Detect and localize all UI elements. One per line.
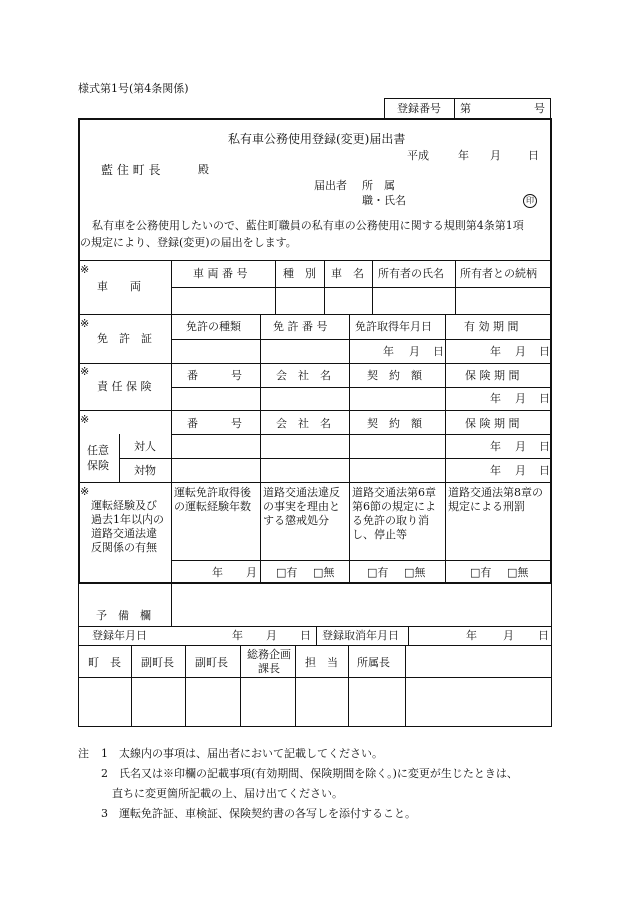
registration-number-label: 登録番号 bbox=[397, 102, 441, 115]
voluntary-insurance-label: 任意 bbox=[87, 444, 109, 457]
license-label: 免 許 証 bbox=[97, 332, 152, 345]
cancel-date-label: 登録取消年月日 bbox=[322, 629, 399, 642]
registration-date-label: 登録年月日 bbox=[92, 629, 147, 642]
checkbox-penalty-no[interactable]: □無 bbox=[507, 566, 529, 579]
liability-insurance-label: 責 任 保 険 bbox=[97, 380, 152, 393]
checkbox-disciplinary-yes[interactable]: □有 bbox=[276, 566, 298, 579]
history-label: 運転経験及び bbox=[91, 499, 157, 512]
addressee: 藍 住 町 長 bbox=[101, 163, 161, 177]
vehicle-label: 車 両 bbox=[97, 280, 141, 293]
checkbox-license-action-yes[interactable]: □有 bbox=[367, 566, 389, 579]
statement-line-1: 私有車を公務使用したいので、藍住町職員の私有車の公務使用に関する規則第4条第1項 bbox=[92, 219, 524, 232]
checkbox-penalty-yes[interactable]: □有 bbox=[470, 566, 492, 579]
checkbox-disciplinary-no[interactable]: □無 bbox=[313, 566, 335, 579]
checkbox-license-action-no[interactable]: □無 bbox=[404, 566, 426, 579]
seal-mark: 印 bbox=[523, 194, 537, 208]
statement-line-2: の規定により、登録(変更)の届出をします。 bbox=[80, 236, 297, 249]
reserve-label: 予 備 欄 bbox=[96, 609, 151, 622]
form-title: 私有車公務使用登録(変更)届出書 bbox=[228, 132, 406, 146]
form-label: 様式第1号(第4条関係) bbox=[78, 82, 189, 95]
